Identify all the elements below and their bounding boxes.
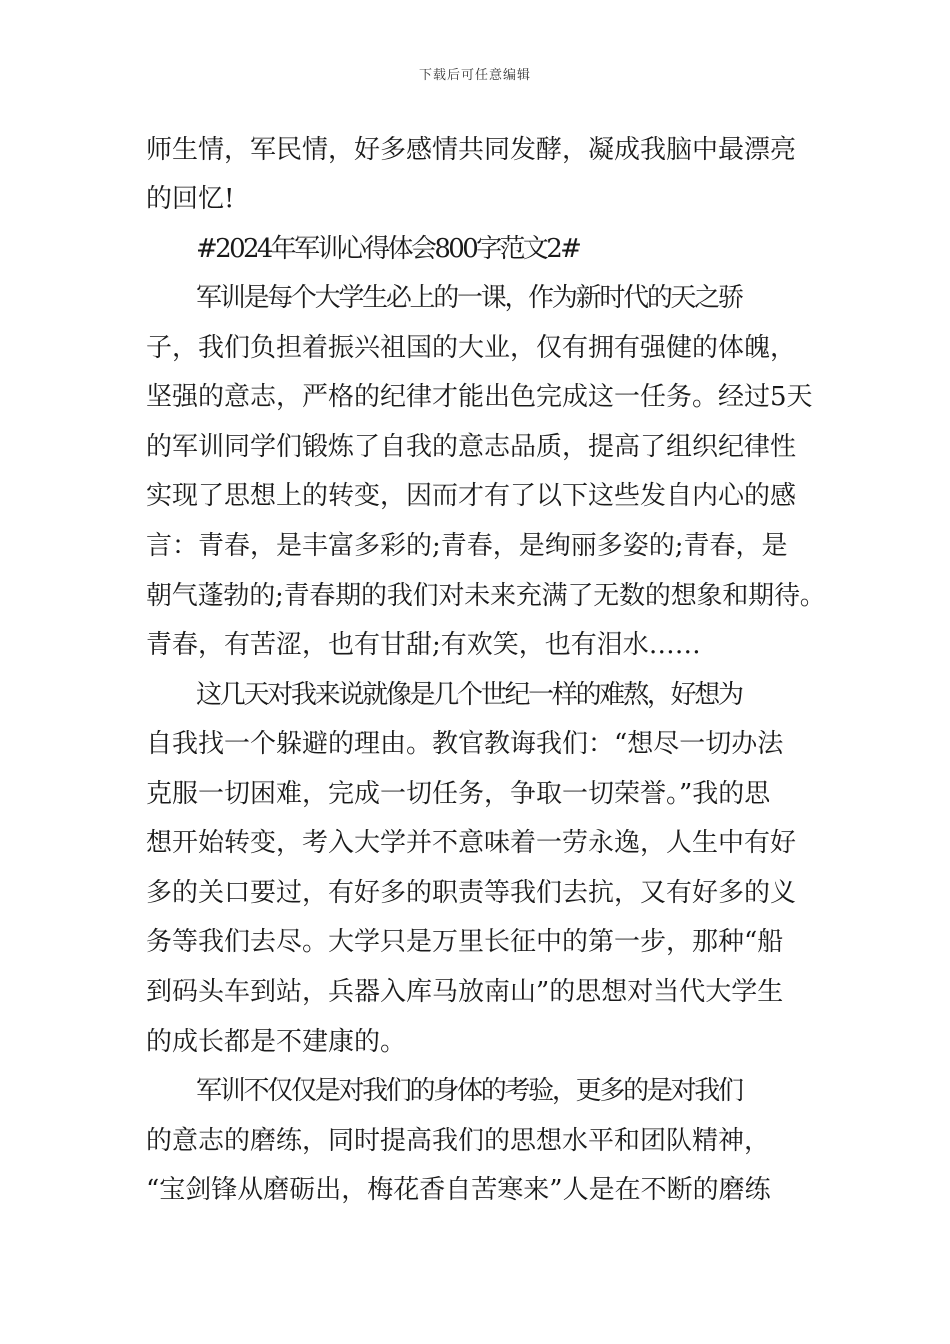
text-line: “宝剑锋从磨砺出，梅花香自苦寒来”人是在不断的磨练 — [146, 1175, 771, 1205]
section-heading: #2024年军训心得体会800字范文2# — [196, 234, 580, 264]
text-line: 多的关口要过，有好多的职责等我们去抗，又有好多的义 — [146, 878, 797, 908]
text-line: 的回忆! — [146, 184, 235, 214]
text-line: 到码头车到站，兵器入库马放南山”的思想对当代大学生 — [146, 977, 784, 1007]
text-line: 的军训同学们锻炼了自我的意志品质，提高了组织纪律性 — [146, 432, 797, 462]
text-line: 想开始转变，考入大学并不意味着一劳永逸，人生中有好 — [146, 828, 797, 858]
text-line: 子，我们负担着振兴祖国的大业，仅有拥有强健的体魄， — [146, 333, 797, 363]
text-line: 克服一切困难，完成一切任务，争取一切荣誉。”我的思 — [146, 779, 771, 809]
text-line: 的成长都是不建康的。 — [146, 1027, 407, 1057]
text-line: 坚强的意志，严格的纪律才能出色完成这一任务。经过5天 — [146, 382, 813, 412]
text-line: 的意志的磨练，同时提高我们的思想水平和团队精神， — [146, 1126, 771, 1156]
text-line: 言：青春，是丰富多彩的;青春，是绚丽多姿的;青春，是 — [146, 531, 788, 561]
text-line: 青春，有苦涩，也有甘甜;有欢笑，也有泪水…… — [146, 630, 701, 660]
text-line: 军训是每个大学生必上的一课，作为新时代的天之骄 — [196, 283, 742, 313]
text-line: 自我找一个躲避的理由。教官教诲我们：“想尽一切办法 — [146, 729, 784, 759]
text-line: 实现了思想上的转变，因而才有了以下这些发自内心的感 — [146, 481, 797, 511]
text-line: 这几天对我来说就像是几个世纪一样的难熬，好想为 — [196, 680, 742, 710]
text-line: 师生情，军民情，好多感情共同发酵，凝成我脑中最漂亮 — [146, 135, 797, 165]
text-line: 军训不仅仅是对我们的身体的考验，更多的是对我们 — [196, 1076, 742, 1106]
text-line: 朝气蓬勃的;青春期的我们对未来充满了无数的想象和期待。 — [146, 581, 826, 611]
text-line: 务等我们去尽。大学只是万里长征中的第一步，那种“船 — [146, 927, 784, 957]
header-note: 下载后可任意编辑 — [418, 68, 531, 83]
